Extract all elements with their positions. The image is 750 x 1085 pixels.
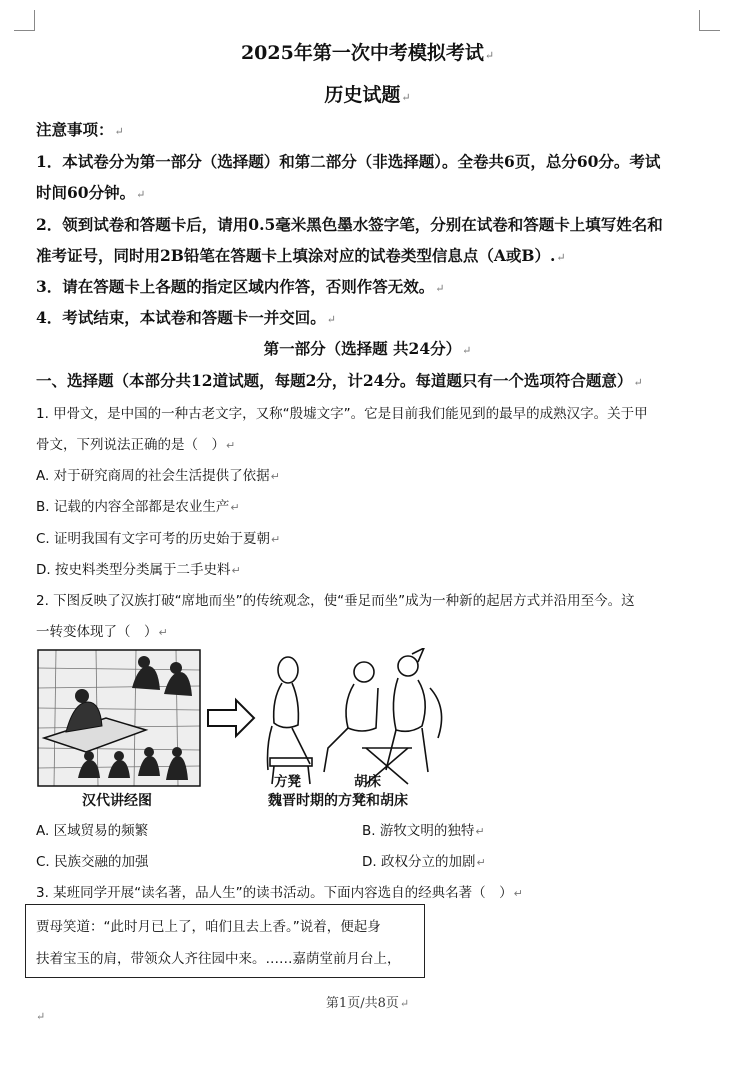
page-footer: 第1页/共8页↵ — [325, 996, 410, 1011]
wei-jin-stool-image — [268, 657, 313, 784]
q1-option-d: D. 按史料类型分类属于二手史料↵ — [36, 562, 241, 578]
exam-title: 2025年第一次中考模拟考试↵ — [240, 42, 495, 64]
subject-title: 历史试题↵ — [324, 84, 411, 106]
q2-option-a: A. 区域贸易的频繁 — [36, 823, 149, 839]
q3-quote-box — [25, 904, 425, 978]
q3-stem: 3. 某班同学开展“读名著，品人生”的读书活动。下面内容选自的经典名著（ ）↵ — [36, 885, 523, 901]
notice-item-1-line-1: 1．本试卷分为第一部分（选择题）和第二部分（非选择题）。全卷共6页，总分60分。考试 — [36, 152, 661, 171]
q2-stem-line-2: 一转变体现了（ ）↵ — [36, 624, 168, 640]
notice-item-2-line-2: 准考证号，同时用2B铅笔在答题卡上填涂对应的试卷类型信息点（A或B）.↵ — [36, 246, 566, 265]
han-lecture-caption: 汉代讲经图 — [82, 793, 152, 809]
q2-option-d: D. 政权分立的加剧↵ — [362, 854, 486, 870]
transition-arrow-icon — [208, 700, 254, 736]
q2-option-b: B. 游牧文明的独特↵ — [362, 823, 485, 839]
q3-quote-line-2: 扶着宝玉的肩，带领众人齐往园中来。……嘉荫堂前月台上， — [36, 951, 401, 967]
q1-stem-line-1: 1. 甲骨文，是中国的一种古老文字，又称“殷墟文字”。它是目前我们能见到的最早的成熟汉字。关于甲 — [36, 406, 648, 422]
q2-option-c: C. 民族交融的加强 — [36, 854, 149, 870]
part1-instruction: 一、选择题（本部分共12道试题，每题2分，计24分。每道题只有一个选项符合题意）↵ — [36, 371, 643, 390]
part1-heading: 第一部分（选择题 共24分）↵ — [263, 339, 472, 358]
wei-jin-caption: 魏晋时期的方凳和胡床 — [268, 793, 408, 809]
paragraph-mark-icon: ↵ — [36, 1010, 46, 1023]
notice-item-4: 4．考试结束，本试卷和答题卡一并交回。↵ — [36, 308, 337, 327]
q1-option-a: A. 对于研究商周的社会生活提供了依据↵ — [36, 468, 280, 484]
han-lecture-image — [38, 650, 200, 786]
q1-option-b: B. 记载的内容全部都是农业生产↵ — [36, 499, 240, 515]
notice-item-2-line-1: 2．领到试卷和答题卡后，请用0.5毫米黑色墨水签字笔，分别在试卷和答题卡上填写姓名和 — [36, 215, 663, 234]
crop-mark-top-left — [14, 10, 35, 31]
folding-chair-label: 胡床 — [354, 774, 381, 790]
wei-jin-folding-chair-image — [324, 648, 442, 784]
notice-heading: 注意事项：↵ — [36, 120, 124, 139]
stool-label: 方凳 — [274, 774, 301, 790]
q2-figure — [36, 648, 456, 810]
q2-stem-line-1: 2. 下图反映了汉族打破“席地而坐”的传统观念，使“垂足而坐”成为一种新的起居方式并沿用至今。这 — [36, 593, 635, 609]
q1-option-c: C. 证明我国有文字可考的历史始于夏朝↵ — [36, 531, 281, 547]
notice-item-1-line-2: 时间60分钟。↵ — [36, 183, 146, 202]
q3-quote-line-1: 贾母笑道：“此时月已上了，咱们且去上香。”说着，便起身 — [36, 919, 381, 935]
notice-item-3: 3．请在答题卡上各题的指定区域内作答，否则作答无效。↵ — [36, 277, 445, 296]
q2-figure-drawing — [36, 648, 456, 810]
crop-mark-top-right — [699, 10, 720, 31]
q1-stem-line-2: 骨文，下列说法正确的是（ ）↵ — [36, 437, 236, 453]
